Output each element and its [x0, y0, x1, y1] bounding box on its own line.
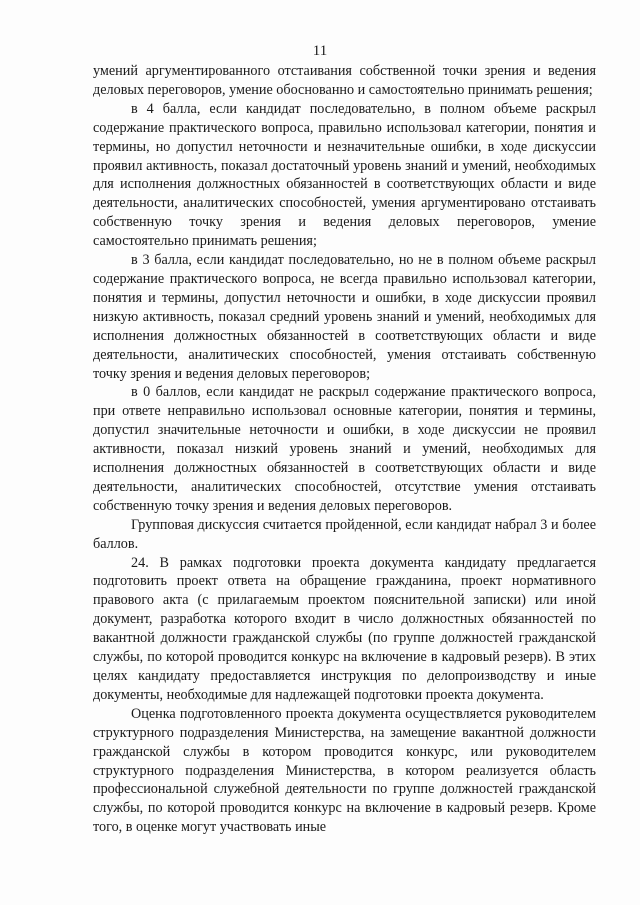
- paragraph-evaluation: Оценка подготовленного проекта документа осуществляется руководителем структурного подразделения Министерства, на замещение вакантной должности гражданской службы в котором проводится конкурс, или руководителем структурного подразделения Министерства, в котором реализуется область профессиональной служебной деятельности по группе должностей гражданской службы, по которой проводится конкурс на включение в кадровый резерв. Кроме того, в оценке могут участвовать иные: [93, 705, 596, 836]
- paragraph-discussion-passed: Групповая дискуссия считается пройденной, если кандидат набрал 3 и более баллов.: [93, 516, 596, 552]
- paragraph-3-points: в 3 балла, если кандидат последовательно, но не в полном объеме раскрыл содержание практического вопроса, не всегда правильно использовал категории, понятия и термины, допустил неточности и ошибки, в ходе дискуссии проявил низкую активность, показал средний уровень знаний и умений, необходимых для исполнения должностных обязанностей в соответствующих области и виде деятельности, аналитических способностей, умения отстаивать собственную точку зрения и ведения деловых переговоров;: [93, 252, 596, 382]
- paragraph-continuation: умений аргументированного отстаивания собственной точки зрения и ведения деловых переговоров, умение обоснованно и самостоятельно принимать решения;: [93, 63, 596, 98]
- document-body: [93, 62, 596, 837]
- paragraph-item-24: 24. В рамках подготовки проекта документа кандидату предлагается подготовить проект ответа на обращение гражданина, проект нормативного правового акта (с прилагаемым проектом пояснительной записки) или иной документ, разработка которого входит в число должностных обязанностей по вакантной должности гражданской службы (по группе должностей гражданской службы, по которой проводится конкурс на включение в кадровый резерв). В этих целях кандидату предоставляется инструкция по делопроизводству и иные документы, необходимые для надлежащей подготовки проекта документа.: [93, 554, 596, 703]
- paragraph-4-points: в 4 балла, если кандидат последовательно, в полном объеме раскрыл содержание практического вопроса, правильно использовал категории, понятия и термины, но допустил неточности и незначительные ошибки, в ходе дискуссии проявил активность, показал достаточный уровень знаний и умений, необходимых для исполнения должностных обязанностей в соответствующих области и виде деятельности, аналитических способностей, умения аргументировано отстаивать собственную точку зрения и ведения деловых переговоров, умение самостоятельно принимать решения;: [93, 100, 596, 250]
- page-number: 11: [312, 43, 328, 59]
- paragraph-0-points: в 0 баллов, если кандидат не раскрыл содержание практического вопроса, при ответе неправильно использовал основные категории, понятия и термины, допустил значительные неточности и ошибки, в ходе дискуссии не проявил активности, показал низкий уровень знаний и умений, необходимых для исполнения должностных обязанностей в соответствующих области и виде деятельности, аналитических способностей, отсутствие умения отстаивать собственную точку зрения и ведения деловых переговоров.: [93, 384, 596, 514]
